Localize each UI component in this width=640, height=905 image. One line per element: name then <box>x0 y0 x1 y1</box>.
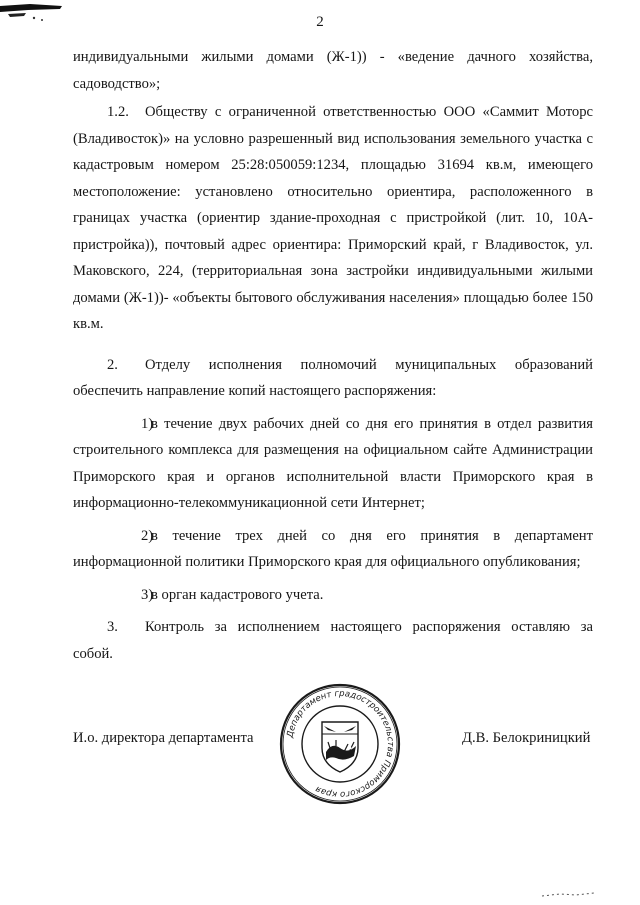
subitem-number: 3) <box>141 586 154 603</box>
signatory-name: Д.В. Белокриницкий <box>462 730 591 746</box>
subitem-2 <box>73 523 593 576</box>
seal-text: Департамент градостроительства Приморского края <box>285 688 396 800</box>
paragraph-text: Контроль за исполнением настоящего распоряжения оставляю за собой. <box>73 619 593 662</box>
subitem-text: в течение двух рабочих дней со дня его принятия в отдел развития строительного комплекса для размещения на официальном сайте Администрации Приморского края и органов исполнительной власти Приморского края в информационно-телекоммуникационной сети Интернет; <box>73 415 593 511</box>
paragraph-text: Отделу исполнения полномочий муниципальных образований обеспечить направление копий настоящего распоряжения: <box>73 356 593 399</box>
paragraph-2 <box>73 352 593 405</box>
signatory-position: И.о. директора департамента <box>73 730 254 746</box>
paragraph-number: 3. <box>107 619 118 635</box>
subitem-number: 1) <box>141 415 154 432</box>
page-number: 2 <box>316 14 324 30</box>
subitem-text: в течение трех дней со дня его принятия в департамент информационной политики Приморского края для официального опубликования; <box>73 527 593 570</box>
subitem-text: в орган кадастрового учета. <box>151 586 324 603</box>
coat-of-arms-icon <box>322 722 358 772</box>
official-seal-stamp <box>278 682 402 806</box>
paragraph-text: Обществу с ограниченной ответственностью ООО «Саммит Моторс (Владивосток)» на условно разрешенный вид использования земельного участка с кадастровым номером 25:28:050059:1234, площадью 31694 кв.м, имеющего местоположение: установлено относительно ориентира, расположенного в границах участка (ориентир здание-проходная с пристройкой (лит. 10, 10А- пристройка)), почтовый адрес ориентира: Приморский край, г Владивосток, ул. Маковского, 224, (территориальная зона застройки индивидуальными жилыми домами (Ж-1))- «объекты бытового обслуживания населения» площадью более 150 кв.м. <box>73 104 593 332</box>
document-body <box>73 44 593 667</box>
paragraph-number: 1.2. <box>107 104 129 120</box>
paragraph-number: 2. <box>107 356 118 373</box>
subitem-3 <box>73 582 593 609</box>
subitem-1 <box>73 411 593 517</box>
subitem-number: 2) <box>141 527 154 544</box>
scan-bottom-mark <box>538 884 598 900</box>
paragraph-continuation: индивидуальными жилыми домами (Ж-1)) - «ведение дачного хозяйства, садоводство»; <box>73 49 593 92</box>
paragraph-3 <box>73 614 593 667</box>
paragraph-1-2 <box>73 99 593 338</box>
